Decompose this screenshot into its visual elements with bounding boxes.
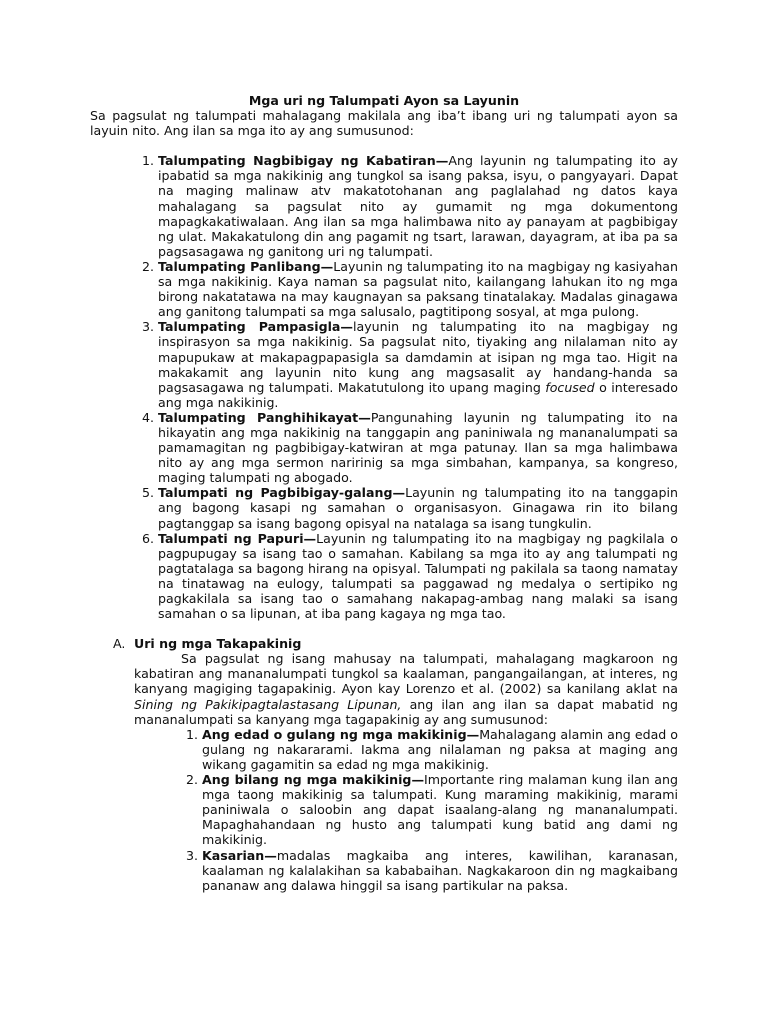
item-term: Ang bilang ng mga makikinig— [202, 772, 425, 788]
item-text: Ang layunin ng talumpating ito ay ipabatid sa mga nakikinig ang tungkol sa isang paksa, isyu, o pangyayari. Dapat na maging malinaw atv makatotohanan ang paglalahad ng datos kaya mahalagang sa pagsulat nito ay gumamit ng mga dokumentong mapagkakatiwalaan. Ang ilan sa mga halimbawa nito ay panayam at pagbibigay ng ulat. Makakatulong din ang pagamit ng tsart, larawan, dayagram, at iba pa sa pagsasagawa ng ganitong uri ng talumpati. [158, 153, 678, 259]
item-term: Ang edad o gulang ng mga makikinig— [202, 726, 480, 742]
item-text: Layunin ng talumpating ito na magbigay ng kasiyahan sa mga nakikinig. Kaya naman sa pagsulat nito, kailangang lahukan ito ng mga birong nakatatawa na may kaugnayan sa paksang tinatalakay. Madalas ginagawa ang ganitong talumpati sa mga salusalo, pagtitipong sosyal, at mga pulong. [158, 258, 678, 320]
list-item [202, 772, 678, 847]
item-text: madalas magkaiba ang interes, kawilihan, karanasan, kaalaman ng kalalakihan sa kababaihan. Nagkakaroon din ng magkaibang pananaw ang dalawa hinggil sa isang partikular na paksa. [202, 847, 678, 893]
intro-paragraph: Sa pagsulat ng talumpati mahalagang makilala ang iba’t ibang uri ng talumpati ayon sa layuin nito. Ang ilan sa mga ito ay ang sumusunod: [90, 108, 678, 139]
item-term: Talumpati ng Papuri— [158, 530, 317, 546]
item-term: Talumpati ng Pagbibigay-galang— [158, 485, 406, 501]
list-item [158, 485, 678, 530]
item-text-end: o interesado ang mga nakikinig. [158, 379, 679, 410]
item-term: Kasarian— [202, 847, 277, 863]
section-letter: A. [113, 636, 126, 652]
section-body [134, 636, 678, 893]
item-term: Talumpating Panghihikayat— [158, 409, 371, 425]
list-item [202, 727, 678, 772]
list-item [158, 259, 678, 319]
list-item [158, 410, 678, 485]
list-item [158, 531, 678, 622]
page-title: Mga uri ng Talumpati Ayon sa Layunin [248, 93, 520, 108]
item-text: Layunin ng talumpating ito na magbigay ng pagkilala o pagpupugay sa isang tao o samahan. Kabilang sa mga ito ay ang talumpati ng pagtatalaga sa bagong hirang na opisyal. Talumpati ng pakilala sa taong namatay na tinatawag na eulogy, talumpati sa paggawad ng medalya o sertipiko ng pagkakilala sa isang tao o samahang nakapag-ambag nang malaki sa isang samahan o sa lipunan, at iba pang kagaya ng mga tao. [158, 530, 678, 622]
audience-list [134, 727, 678, 893]
item-term: Talumpating Panlibang— [158, 258, 334, 274]
section-para-text: Sa pagsulat ng isang mahusay na talumpati, mahalagang magkaroon ng kabatiran ang mananalumpati tungkol sa kaalaman, pangangailangan, at interes, ng kanyang magiging tagapakinig. Ayon kay Lorenzo et al. (2002) sa kanilang aklat na [134, 651, 678, 697]
list-item [202, 848, 678, 893]
list-item [158, 153, 678, 259]
item-term: Talumpating Nagbibigay ng Kabatiran— [158, 153, 449, 169]
item-text: Mahalagang alamin ang edad o gulang ng nakararami. Iakma ang nilalaman ng paksa at maging ang wikang gagamitin sa edad ng mga makikinig. [202, 726, 679, 772]
item-term: Talumpating Pampasigla— [158, 319, 353, 335]
speech-types-list [90, 153, 678, 621]
audience-section [90, 636, 678, 893]
section-para-text-end: ang ilan ang ilan sa dapat mabatid ng mananalumpati sa kanyang mga tagapakinig ay ang sumusunod: [134, 696, 678, 727]
item-text: Importante ring malaman kung ilan ang mga taong makikinig sa talumpati. Kung maraming makikinig, marami paniniwala o saloobin ang dapat isaalang-alang ng mananalumpati. Mapaghahandaan ng husto ang talumpati kung batid ang dami ng makikinig. [202, 772, 678, 848]
item-emphasis: focused [545, 379, 595, 395]
item-text: Pangunahing layunin ng talumpating ito na hikayatin ang mga nakikinig na tanggapin ang paniniwala ng mananalumpati sa pamamagitan ng pagbibigay-katwiran at mga patunay. Ilan sa mga halimbawa nito ay ang mga sermon naririnig sa mga simbahan, kampanya, sa kongreso, maging talumpati ng abogado. [158, 409, 679, 486]
list-item [158, 319, 678, 410]
section-heading: Uri ng mga Takapakinig [134, 636, 302, 652]
item-text: Layunin ng talumpating ito na tanggapin ang bagong kasapi ng samahan o organisasyon. Ginagawa rin ito bilang pagtanggap sa isang bagong opisyal na natalaga sa isang tungkulin. [158, 485, 678, 531]
book-title: Sining ng Pakikipagtalastasang Lipunan, [134, 696, 402, 712]
item-text: layunin ng talumpating ito na magbigay ng inspirasyon sa mga nakikinig. Sa pagsulat nito, tiyaking ang nilalaman nito ay mapupukaw at makapagpapasigla sa damdamin at isipan ng mga tao. Higit na makakamit ang layunin nito kung ang magsasalit ay handang-handa sa pagsasagawa ng talumpati. Makatutulong ito upang maging [158, 319, 678, 395]
section-paragraph [134, 651, 678, 726]
